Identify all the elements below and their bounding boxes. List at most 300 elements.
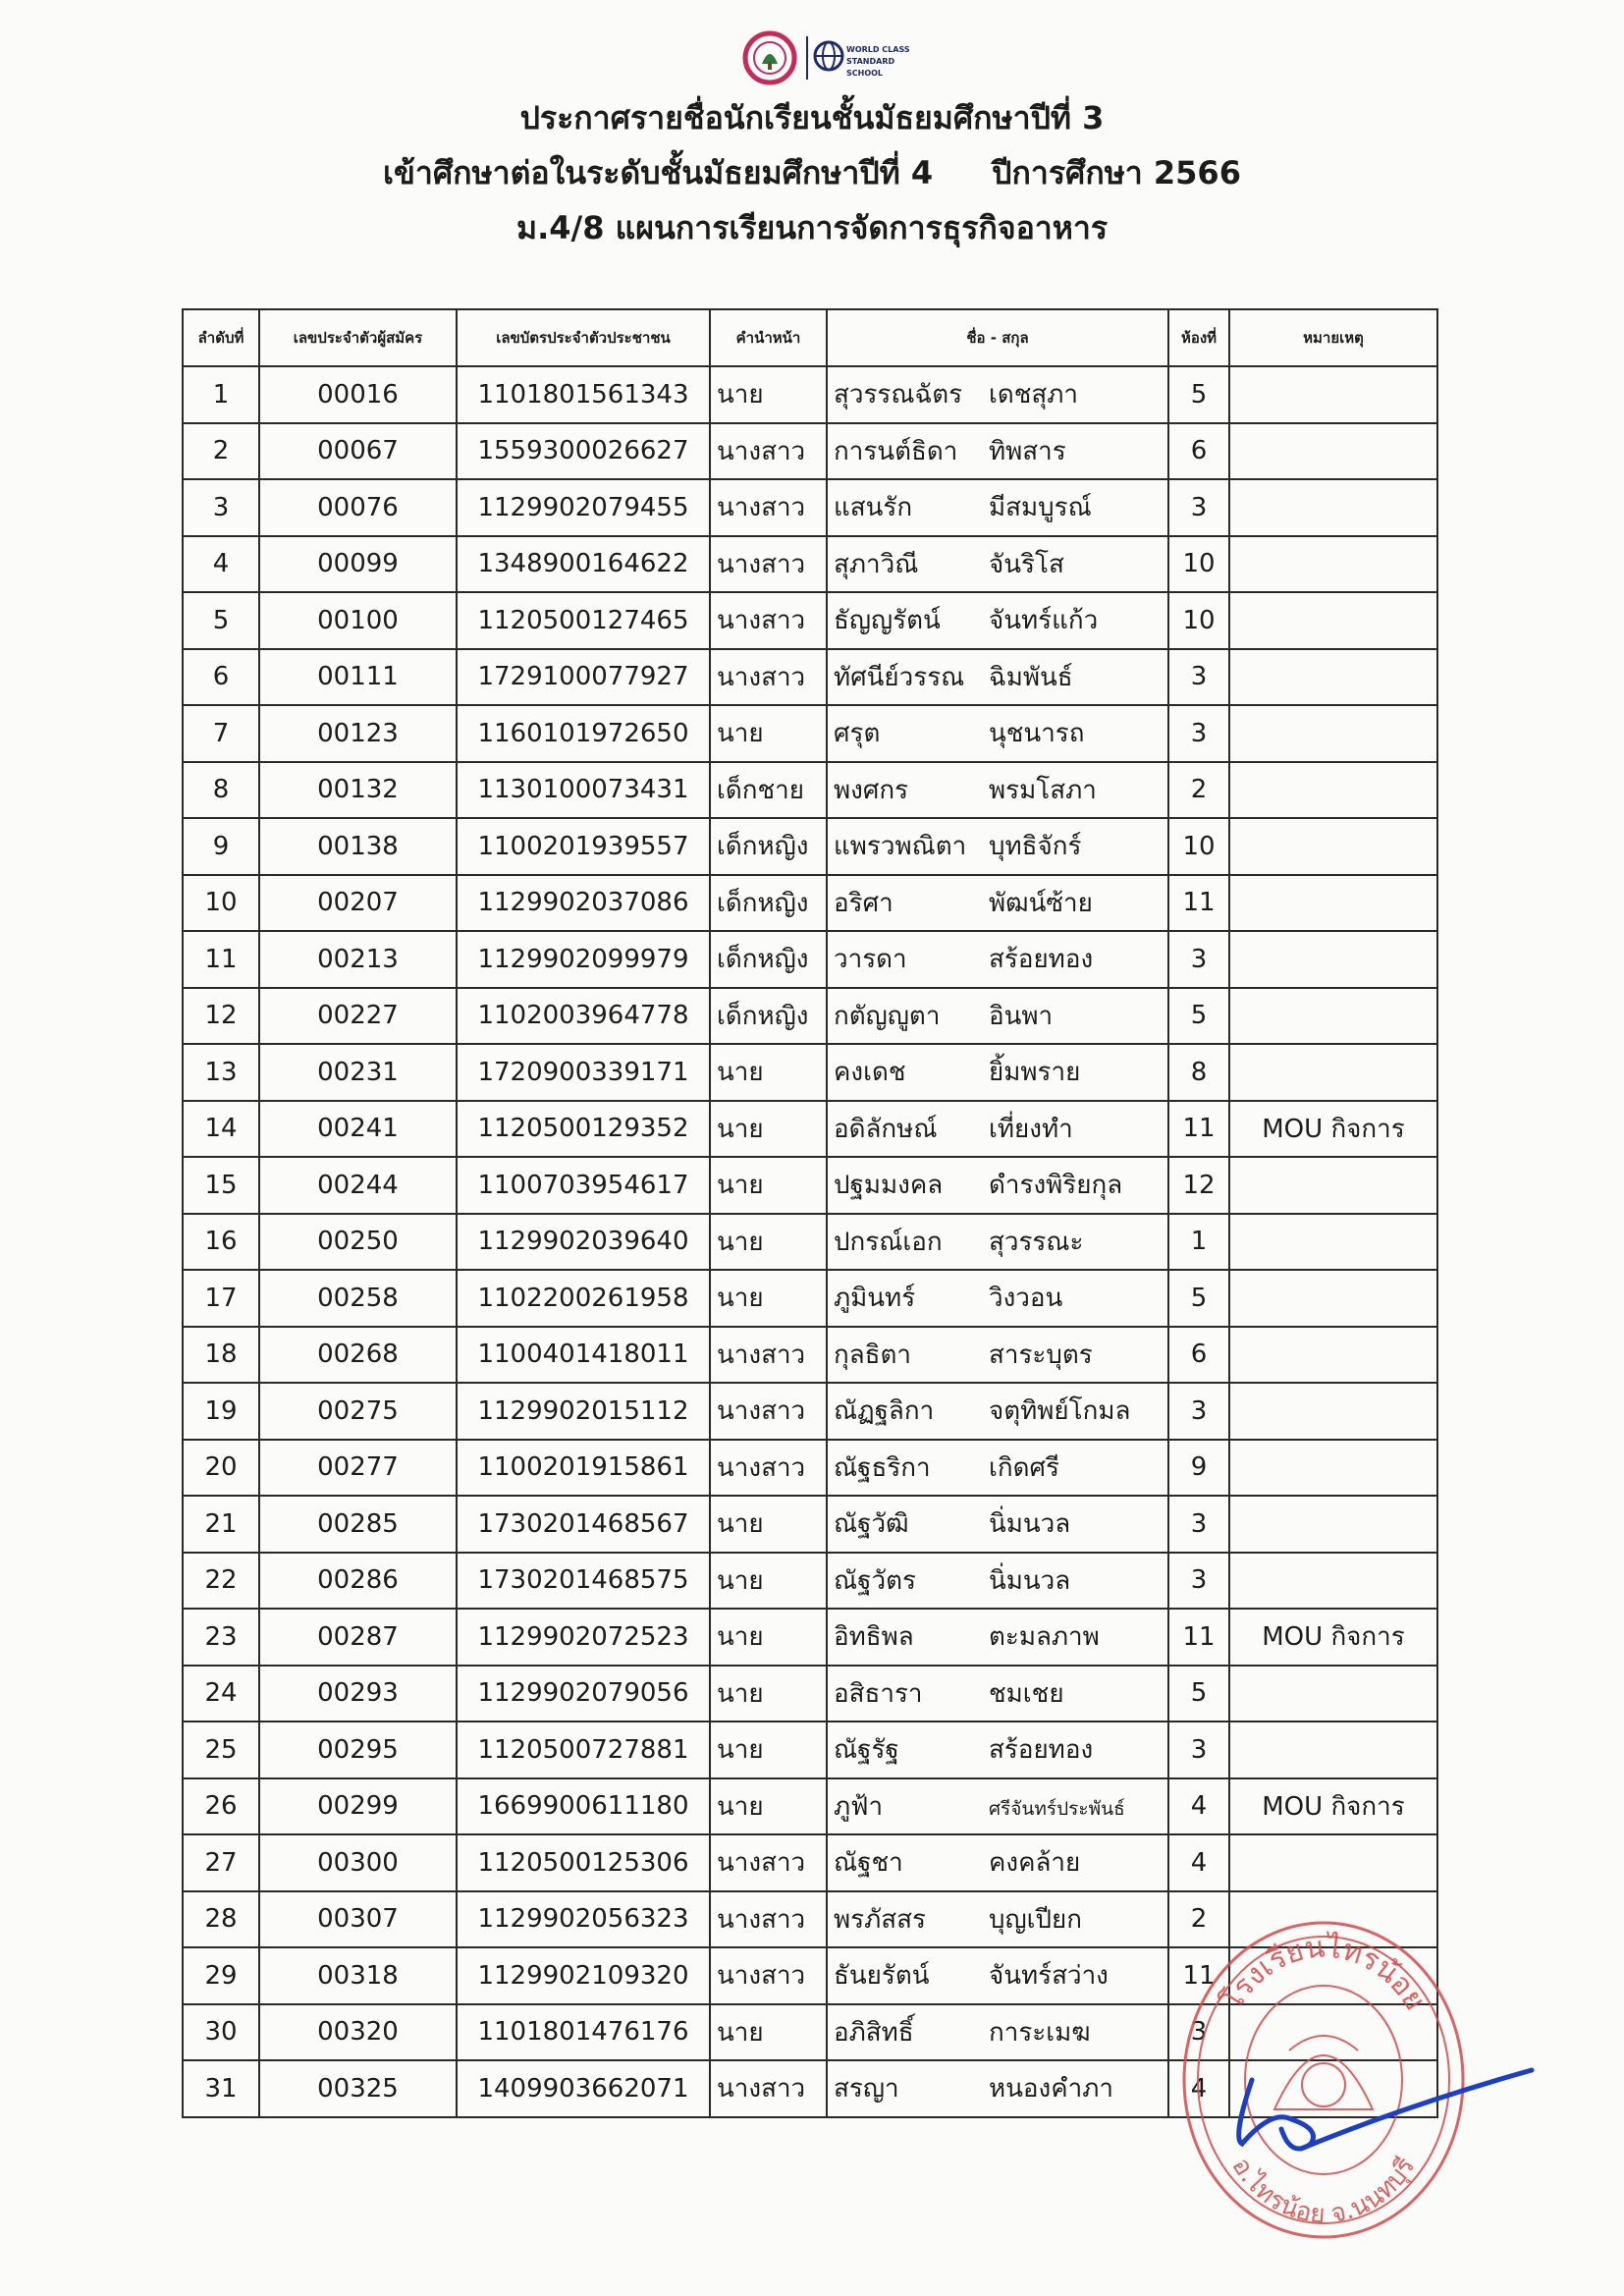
table-header-row	[183, 309, 1437, 366]
last-name: เดชสุภา	[989, 380, 1079, 410]
first-name: พงศกร	[834, 775, 909, 805]
citizen-id-cell: 1730201468575	[457, 1553, 710, 1610]
student-name-cell	[827, 592, 1168, 649]
first-name: สรญา	[834, 2074, 899, 2105]
student-name-cell	[827, 1214, 1168, 1271]
row-no-cell: 14	[183, 1101, 259, 1158]
room-cell: 3	[1168, 1496, 1229, 1553]
row-no-cell: 7	[183, 705, 259, 762]
citizen-id-cell: 1409903662071	[457, 2060, 710, 2117]
first-name: อิทธิพล	[834, 1622, 914, 1653]
prefix-cell: เด็กหญิง	[710, 875, 827, 932]
table-row	[183, 1722, 1437, 1778]
note-cell	[1229, 592, 1437, 649]
col-header-no: ลำดับที่	[183, 309, 259, 366]
room-cell: 3	[1168, 479, 1229, 536]
note-cell	[1229, 762, 1437, 819]
student-name-cell	[827, 1722, 1168, 1778]
student-name-cell	[827, 875, 1168, 932]
note-cell	[1229, 1722, 1437, 1778]
note-cell	[1229, 1553, 1437, 1610]
prefix-cell: นาย	[710, 1157, 827, 1214]
citizen-id-cell: 1129902072523	[457, 1609, 710, 1666]
row-no-cell: 20	[183, 1440, 259, 1497]
signature-icon	[1173, 2050, 1546, 2168]
table-row	[183, 705, 1437, 762]
prefix-cell: นาย	[710, 1722, 827, 1778]
first-name: ศรุต	[834, 719, 881, 749]
room-cell: 2	[1168, 762, 1229, 819]
last-name: จตุทิพย์โกมล	[989, 1396, 1131, 1427]
first-name: ปฐมมงคล	[834, 1171, 944, 1201]
stamp-text-bottom: อ.ไทรน้อย จ.นนทบุรี	[1225, 2152, 1422, 2230]
prefix-cell: นาย	[710, 1044, 827, 1101]
applicant-id-cell: 00138	[259, 818, 457, 875]
last-name: จันทร์แก้ว	[989, 606, 1099, 636]
first-name: ณัฐวัตร	[834, 1565, 916, 1596]
student-name-cell	[827, 818, 1168, 875]
table-row	[183, 1044, 1437, 1101]
first-name: คงเดช	[834, 1058, 906, 1088]
col-header-citizen-id: เลขบัตรประจำตัวประชาชน	[457, 309, 710, 366]
room-cell: 11	[1168, 1101, 1229, 1158]
prefix-cell: นางสาว	[710, 1383, 827, 1440]
note-cell	[1229, 1834, 1437, 1891]
student-name-cell	[827, 423, 1168, 480]
first-name: ณัฐรัฐ	[834, 1735, 899, 1766]
note-cell	[1229, 1440, 1437, 1497]
note-cell: MOU กิจการ	[1229, 1101, 1437, 1158]
student-name-cell	[827, 479, 1168, 536]
prefix-cell: เด็กชาย	[710, 762, 827, 819]
last-name: วิงวอน	[989, 1284, 1063, 1314]
row-no-cell: 12	[183, 988, 259, 1045]
title-line-3: ม.4/8 แผนการเรียนการจัดการธุรกิจอาหาร	[515, 209, 1108, 246]
row-no-cell: 27	[183, 1834, 259, 1891]
row-no-cell: 5	[183, 592, 259, 649]
room-cell: 12	[1168, 1157, 1229, 1214]
table-row	[183, 988, 1437, 1045]
last-name: ศรีจันทร์ประพันธ์	[989, 1797, 1125, 1820]
prefix-cell: นางสาว	[710, 479, 827, 536]
prefix-cell: นาย	[710, 1778, 827, 1835]
prefix-cell: นางสาว	[710, 423, 827, 480]
row-no-cell: 13	[183, 1044, 259, 1101]
note-cell	[1229, 1270, 1437, 1327]
col-header-applicant-id: เลขประจำตัวผู้สมัคร	[259, 309, 457, 366]
table-row	[183, 592, 1437, 649]
applicant-id-cell: 00099	[259, 536, 457, 593]
prefix-cell: นางสาว	[710, 2060, 827, 2117]
row-no-cell: 3	[183, 479, 259, 536]
student-name-cell	[827, 1101, 1168, 1158]
svg-text:STANDARD: STANDARD	[846, 57, 895, 66]
last-name: ตะมลภาพ	[989, 1622, 1100, 1653]
col-header-prefix: คำนำหน้า	[710, 309, 827, 366]
applicant-id-cell: 00285	[259, 1496, 457, 1553]
room-cell: 3	[1168, 705, 1229, 762]
table-row	[183, 1609, 1437, 1666]
student-name-cell	[827, 1440, 1168, 1497]
note-cell	[1229, 1383, 1437, 1440]
title-grade-entry: เข้าศึกษาต่อในระดับชั้นมัธยมศึกษาปีที่ 4	[383, 154, 934, 191]
announcement-titles	[0, 90, 1624, 255]
room-cell: 6	[1168, 1327, 1229, 1384]
applicant-id-cell: 00287	[259, 1609, 457, 1666]
citizen-id-cell: 1729100077927	[457, 649, 710, 706]
student-name-cell	[827, 1327, 1168, 1384]
row-no-cell: 22	[183, 1553, 259, 1610]
student-name-cell	[827, 536, 1168, 593]
citizen-id-cell: 1348900164622	[457, 536, 710, 593]
table-row	[183, 1666, 1437, 1722]
row-no-cell: 2	[183, 423, 259, 480]
prefix-cell: นาย	[710, 1270, 827, 1327]
table-row	[183, 762, 1437, 819]
table-row	[183, 1270, 1437, 1327]
row-no-cell: 29	[183, 1947, 259, 2004]
last-name: นิ่มนวล	[989, 1565, 1071, 1596]
last-name: บุทธิจักร์	[989, 832, 1082, 862]
first-name: ธัญญรัตน์	[834, 606, 941, 636]
citizen-id-cell: 1129902015112	[457, 1383, 710, 1440]
citizen-id-cell: 1129902079056	[457, 1666, 710, 1722]
applicant-id-cell: 00231	[259, 1044, 457, 1101]
applicant-id-cell: 00299	[259, 1778, 457, 1835]
table-row	[183, 649, 1437, 706]
room-cell: 5	[1168, 988, 1229, 1045]
first-name: สุภาวิณี	[834, 549, 919, 579]
applicant-id-cell: 00320	[259, 2004, 457, 2061]
svg-text:SCHOOL: SCHOOL	[846, 69, 884, 78]
student-name-cell	[827, 1553, 1168, 1610]
student-name-cell	[827, 2060, 1168, 2117]
note-cell	[1229, 1044, 1437, 1101]
room-cell: 9	[1168, 1440, 1229, 1497]
applicant-id-cell: 00244	[259, 1157, 457, 1214]
last-name: สาระบุตร	[989, 1339, 1093, 1370]
note-cell	[1229, 931, 1437, 988]
first-name: ณัฐชา	[834, 1848, 903, 1879]
citizen-id-cell: 1130100073431	[457, 762, 710, 819]
citizen-id-cell: 1120500129352	[457, 1101, 710, 1158]
citizen-id-cell: 1129902037086	[457, 875, 710, 932]
room-cell: 8	[1168, 1044, 1229, 1101]
table-row	[183, 875, 1437, 932]
last-name: การะเมฆ	[989, 2017, 1091, 2048]
note-cell	[1229, 649, 1437, 706]
row-no-cell: 15	[183, 1157, 259, 1214]
world-class-standard-school-logo	[803, 30, 911, 85]
prefix-cell: นาย	[710, 366, 827, 423]
first-name: อริศา	[834, 888, 893, 918]
prefix-cell: นางสาว	[710, 1891, 827, 1948]
note-cell	[1229, 1496, 1437, 1553]
applicant-id-cell: 00111	[259, 649, 457, 706]
row-no-cell: 11	[183, 931, 259, 988]
room-cell: 10	[1168, 536, 1229, 593]
col-header-room: ห้องที่	[1168, 309, 1229, 366]
citizen-id-cell: 1100703954617	[457, 1157, 710, 1214]
table-row	[183, 536, 1437, 593]
first-name: อภิสิทธิ์	[834, 2017, 914, 2048]
student-name-cell	[827, 931, 1168, 988]
room-cell: 3	[1168, 649, 1229, 706]
first-name: พรภัสสร	[834, 1904, 926, 1935]
room-cell: 5	[1168, 366, 1229, 423]
first-name: ณัฐธริกา	[834, 1452, 931, 1483]
svg-text:WORLD CLASS: WORLD CLASS	[846, 45, 910, 54]
prefix-cell: เด็กหญิง	[710, 988, 827, 1045]
table-row	[183, 1553, 1437, 1610]
citizen-id-cell: 1101801476176	[457, 2004, 710, 2061]
applicant-id-cell: 00227	[259, 988, 457, 1045]
title-academic-year: ปีการศึกษา 2566	[992, 154, 1241, 191]
applicant-id-cell: 00268	[259, 1327, 457, 1384]
student-name-cell	[827, 1496, 1168, 1553]
first-name: ทัศนีย์วรรณ	[834, 662, 965, 692]
last-name: คงคล้าย	[989, 1848, 1081, 1879]
first-name: แพรวพณิตา	[834, 832, 967, 862]
last-name: สร้อยทอง	[989, 1735, 1094, 1766]
table-row	[183, 818, 1437, 875]
last-name: ยิ้มพราย	[989, 1058, 1081, 1088]
room-cell: 10	[1168, 818, 1229, 875]
prefix-cell: นาย	[710, 1101, 827, 1158]
citizen-id-cell: 1100401418011	[457, 1327, 710, 1384]
applicant-id-cell: 00076	[259, 479, 457, 536]
last-name: ดำรงพิริยกุล	[989, 1171, 1123, 1201]
citizen-id-cell: 1730201468567	[457, 1496, 710, 1553]
last-name: นิ่มนวล	[989, 1509, 1071, 1540]
row-no-cell: 16	[183, 1214, 259, 1271]
first-name: ปกรณ์เอก	[834, 1227, 943, 1257]
last-name: พรมโสภา	[989, 775, 1097, 805]
citizen-id-cell: 1129902039640	[457, 1214, 710, 1271]
note-cell	[1229, 875, 1437, 932]
last-name: เที่ยงทำ	[989, 1114, 1073, 1144]
prefix-cell: นาย	[710, 1496, 827, 1553]
note-cell	[1229, 366, 1437, 423]
applicant-id-cell: 00307	[259, 1891, 457, 1948]
prefix-cell: นาย	[710, 1553, 827, 1610]
table-row	[183, 1101, 1437, 1158]
note-cell	[1229, 988, 1437, 1045]
student-name-cell	[827, 1891, 1168, 1948]
applicant-id-cell: 00258	[259, 1270, 457, 1327]
citizen-id-cell: 1669900611180	[457, 1778, 710, 1835]
row-no-cell: 30	[183, 2004, 259, 2061]
applicant-id-cell: 00067	[259, 423, 457, 480]
applicant-id-cell: 00275	[259, 1383, 457, 1440]
student-name-cell	[827, 366, 1168, 423]
first-name: สุวรรณฉัตร	[834, 380, 963, 410]
citizen-id-cell: 1100201915861	[457, 1440, 710, 1497]
first-name: การนต์ธิดา	[834, 436, 958, 466]
student-name-cell	[827, 762, 1168, 819]
row-no-cell: 24	[183, 1666, 259, 1722]
last-name: จันริโส	[989, 549, 1064, 579]
room-cell: 4	[1168, 2060, 1229, 2117]
last-name: บุญเปียก	[989, 1904, 1083, 1935]
row-no-cell: 17	[183, 1270, 259, 1327]
citizen-id-cell: 1120500727881	[457, 1722, 710, 1778]
row-no-cell: 18	[183, 1327, 259, 1384]
note-cell	[1229, 1157, 1437, 1214]
applicant-id-cell: 00286	[259, 1553, 457, 1610]
first-name: ภูฟ้า	[834, 1791, 884, 1822]
student-name-cell	[827, 1044, 1168, 1101]
room-cell: 3	[1168, 1553, 1229, 1610]
note-cell: MOU กิจการ	[1229, 1609, 1437, 1666]
room-cell: 6	[1168, 423, 1229, 480]
last-name: พัฒน์ซ้าย	[989, 888, 1093, 918]
student-name-cell	[827, 705, 1168, 762]
applicant-id-cell: 00241	[259, 1101, 457, 1158]
student-name-cell	[827, 1270, 1168, 1327]
applicant-id-cell: 00213	[259, 931, 457, 988]
prefix-cell: เด็กหญิง	[710, 818, 827, 875]
prefix-cell: นาย	[710, 1609, 827, 1666]
last-name: มีสมบูรณ์	[989, 493, 1092, 523]
citizen-id-cell: 1102003964778	[457, 988, 710, 1045]
table-row	[183, 1440, 1437, 1497]
note-cell	[1229, 536, 1437, 593]
row-no-cell: 4	[183, 536, 259, 593]
room-cell: 3	[1168, 1722, 1229, 1778]
table-row	[183, 1327, 1437, 1384]
last-name: หนองคำภา	[989, 2074, 1113, 2105]
stamp-text-top: โรงเรียนไทรน้อย	[1215, 1930, 1433, 2017]
last-name: อินพา	[989, 1001, 1054, 1031]
room-cell: 3	[1168, 1383, 1229, 1440]
row-no-cell: 21	[183, 1496, 259, 1553]
row-no-cell: 10	[183, 875, 259, 932]
row-no-cell: 31	[183, 2060, 259, 2117]
title-line-1: ประกาศรายชื่อนักเรียนชั้นมัธยมศึกษาปีที่ 3	[519, 99, 1105, 137]
applicant-id-cell: 00300	[259, 1834, 457, 1891]
citizen-id-cell: 1559300026627	[457, 423, 710, 480]
first-name: ธันยรัตน์	[834, 1961, 930, 1992]
room-cell: 4	[1168, 1778, 1229, 1835]
table-row	[183, 1778, 1437, 1835]
citizen-id-cell: 1120500127465	[457, 592, 710, 649]
room-cell: 11	[1168, 1947, 1229, 2004]
note-cell: MOU กิจการ	[1229, 1778, 1437, 1835]
row-no-cell: 6	[183, 649, 259, 706]
room-cell: 5	[1168, 1666, 1229, 1722]
col-header-note: หมายเหตุ	[1229, 309, 1437, 366]
prefix-cell: เด็กหญิง	[710, 931, 827, 988]
applicant-id-cell: 00318	[259, 1947, 457, 2004]
table-row	[183, 1496, 1437, 1553]
first-name: ณัฐวัฒิ	[834, 1509, 909, 1540]
row-no-cell: 25	[183, 1722, 259, 1778]
room-cell: 4	[1168, 1834, 1229, 1891]
applicant-id-cell: 00100	[259, 592, 457, 649]
table-row	[183, 366, 1437, 423]
prefix-cell: นางสาว	[710, 1947, 827, 2004]
note-cell	[1229, 1666, 1437, 1722]
citizen-id-cell: 1102200261958	[457, 1270, 710, 1327]
room-cell: 3	[1168, 931, 1229, 988]
first-name: วารดา	[834, 945, 907, 975]
first-name: ภูมินทร์	[834, 1284, 916, 1314]
applicant-id-cell: 00123	[259, 705, 457, 762]
prefix-cell: นางสาว	[710, 592, 827, 649]
student-name-cell	[827, 1383, 1168, 1440]
row-no-cell: 1	[183, 366, 259, 423]
room-cell: 11	[1168, 1609, 1229, 1666]
last-name: นุชนารถ	[989, 719, 1085, 749]
first-name: ณัฏฐลิกา	[834, 1396, 935, 1427]
row-no-cell: 28	[183, 1891, 259, 1948]
last-name: สุวรรณะ	[989, 1227, 1084, 1257]
last-name: ฉิมพันธ์	[989, 662, 1073, 692]
citizen-id-cell: 1129902056323	[457, 1891, 710, 1948]
note-cell	[1229, 479, 1437, 536]
note-cell	[1229, 1214, 1437, 1271]
last-name: ทิพสาร	[989, 436, 1066, 466]
table-row	[183, 1157, 1437, 1214]
prefix-cell: นางสาว	[710, 1327, 827, 1384]
applicant-id-cell: 00293	[259, 1666, 457, 1722]
table-row	[183, 1834, 1437, 1891]
last-name: เกิดศรี	[989, 1452, 1059, 1483]
table-row	[183, 1383, 1437, 1440]
student-name-cell	[827, 1157, 1168, 1214]
prefix-cell: นางสาว	[710, 1440, 827, 1497]
note-cell	[1229, 818, 1437, 875]
applicant-id-cell: 00016	[259, 366, 457, 423]
prefix-cell: นางสาว	[710, 649, 827, 706]
applicant-id-cell: 00207	[259, 875, 457, 932]
first-name: อดิลักษณ์	[834, 1114, 938, 1144]
school-seal-icon	[742, 30, 797, 85]
prefix-cell: นางสาว	[710, 1834, 827, 1891]
svg-text:โรงเรียนไทรน้อย	[1215, 1930, 1433, 2017]
first-name: อสิธารา	[834, 1678, 923, 1709]
applicant-id-cell: 00132	[259, 762, 457, 819]
citizen-id-cell: 1101801561343	[457, 366, 710, 423]
student-name-cell	[827, 1609, 1168, 1666]
citizen-id-cell: 1120500125306	[457, 1834, 710, 1891]
citizen-id-cell: 1129902079455	[457, 479, 710, 536]
citizen-id-cell: 1100201939557	[457, 818, 710, 875]
last-name: จันทร์สว่าง	[989, 1961, 1109, 1992]
note-cell	[1229, 1327, 1437, 1384]
room-cell: 10	[1168, 592, 1229, 649]
first-name: กุลธิตา	[834, 1339, 912, 1370]
citizen-id-cell: 1160101972650	[457, 705, 710, 762]
room-cell: 1	[1168, 1214, 1229, 1271]
prefix-cell: นาย	[710, 1666, 827, 1722]
prefix-cell: นาย	[710, 1214, 827, 1271]
first-name: แสนรัก	[834, 493, 913, 523]
room-cell: 5	[1168, 1270, 1229, 1327]
col-header-name: ชื่อ - สกุล	[827, 309, 1168, 366]
student-name-cell	[827, 1666, 1168, 1722]
table-row	[183, 1214, 1437, 1271]
student-list-table	[182, 308, 1438, 2118]
student-name-cell	[827, 1834, 1168, 1891]
room-cell: 11	[1168, 875, 1229, 932]
row-no-cell: 9	[183, 818, 259, 875]
prefix-cell: นางสาว	[710, 536, 827, 593]
student-name-cell	[827, 1778, 1168, 1835]
table-row	[183, 931, 1437, 988]
row-no-cell: 23	[183, 1609, 259, 1666]
